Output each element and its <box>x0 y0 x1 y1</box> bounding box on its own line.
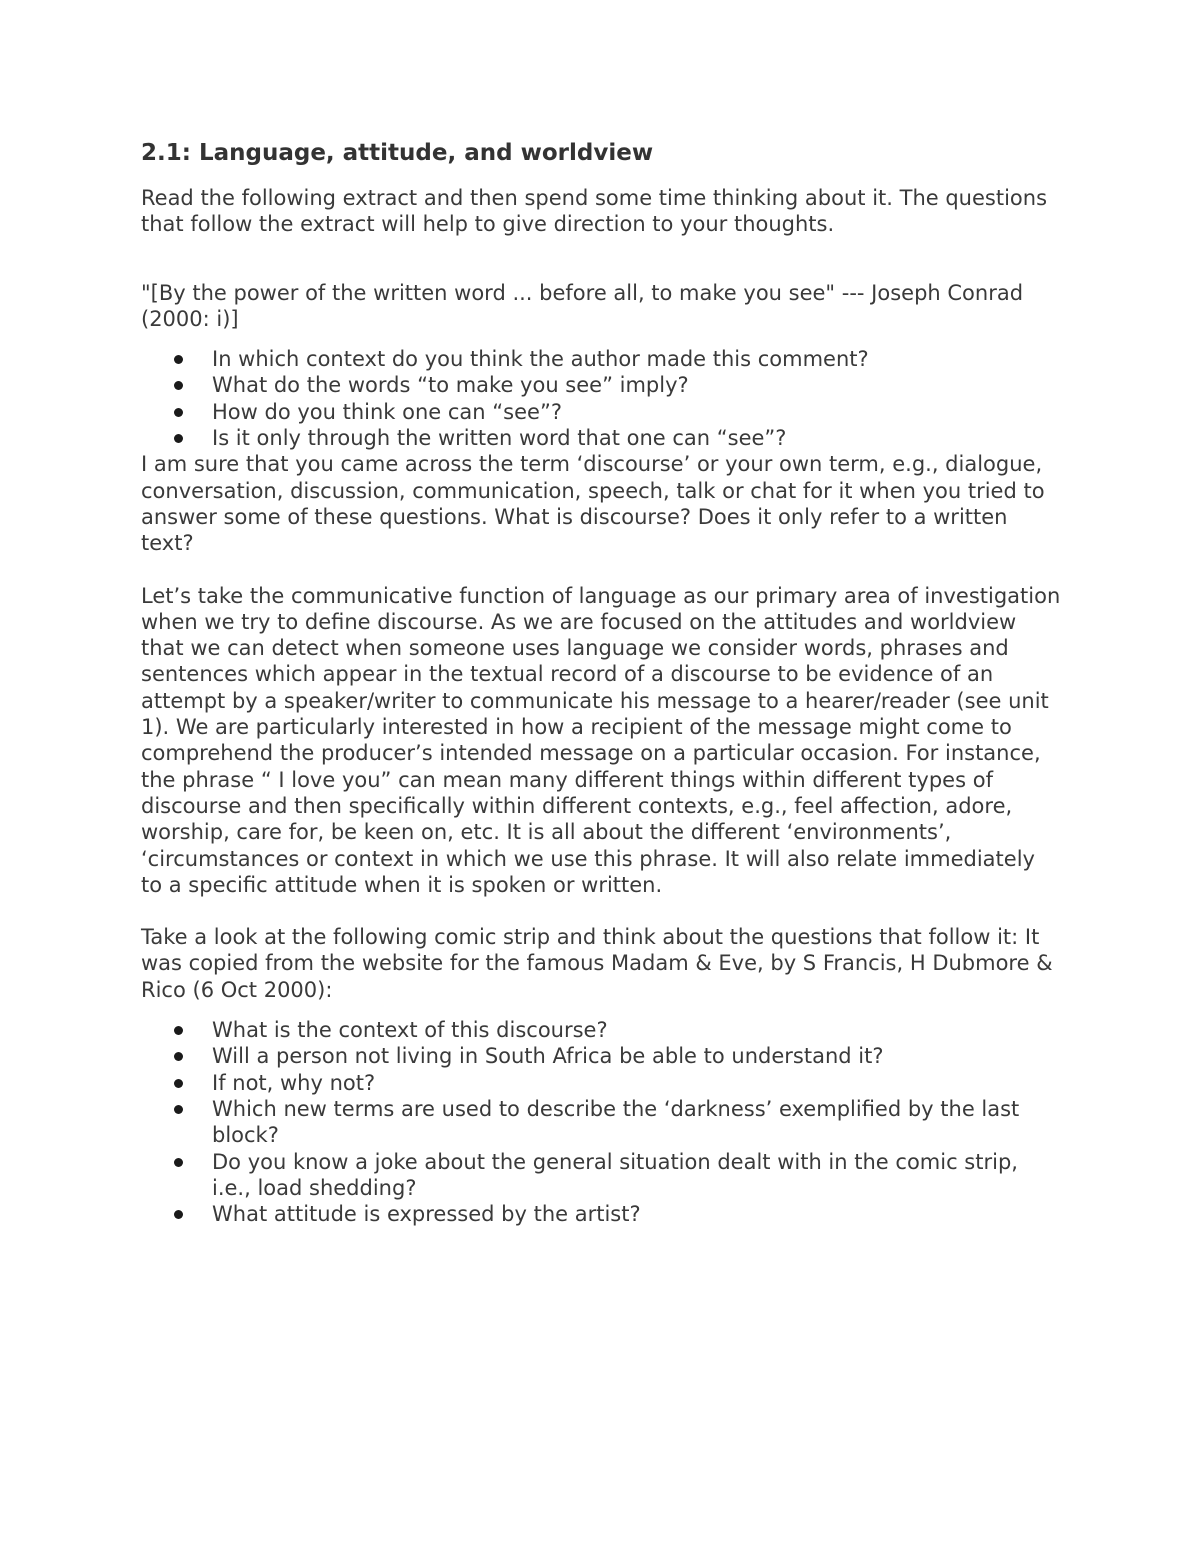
list-item <box>141 1043 1061 1069</box>
bullet-icon <box>174 381 183 390</box>
list-item-text: Which new terms are used to describe the ‘darkness’ exemplified by the last block? <box>212 1096 1020 1148</box>
list-item <box>141 1201 1061 1227</box>
bullet-icon <box>174 1052 183 1061</box>
list-item <box>141 1096 1061 1149</box>
list-item <box>141 399 1061 425</box>
list-item <box>141 1070 1061 1096</box>
list-item <box>141 1017 1061 1043</box>
list-item-text: What is the context of this discourse? <box>212 1018 608 1043</box>
discourse-paragraph: I am sure that you came across the term ‘discourse’ or your own term, e.g., dialogue, conversation, discussion, communication, speech, talk or chat for it when you tried to answer some of these questions. What is discourse? Does it only refer to a written text? <box>141 452 1045 556</box>
bullet-icon <box>174 1105 183 1114</box>
list-item <box>141 1149 1061 1202</box>
list-item-text: In which context do you think the author made this comment? <box>212 347 869 372</box>
communicative-function-paragraph: Let’s take the communicative function of language as our primary area of investigation when we try to define discourse. As we are focused on the attitudes and worldview that we can detect when someone uses language we consider words, phrases and sentences which appear in the textual record of a discourse to be evidence of an attempt by a speaker/writer to communicate his message to a hearer/reader (see unit 1). We are particularly interested in how a recipient of the message might come to comprehend the producer’s intended message on a particular occasion. For instance, the phrase “ I love you” can mean many different things within different types of discourse and then specifically within different contexts, e.g., feel affection, adore, worship, care for, be keen on, etc. It is all about the different ‘environments’, ‘circumstances or context in which we use this phrase. It will also relate immediately to a specific attitude when it is spoken or written. <box>141 583 1061 897</box>
bullet-icon <box>174 434 183 443</box>
bullet-icon <box>174 1079 183 1088</box>
intro-paragraph: Read the following extract and then spend some time thinking about it. The questions that follow the extract will help to give direction to your thoughts. <box>141 186 1048 237</box>
list-item-text: How do you think one can “see”? <box>212 399 562 424</box>
document-page <box>141 138 1061 1227</box>
bullet-icon <box>174 355 183 364</box>
list-item-text: Will a person not living in South Africa be able to understand it? <box>212 1044 884 1069</box>
list-item-text: Do you know a joke about the general situation dealt with in the comic strip, i.e., load shedding? <box>212 1149 1018 1200</box>
list-item-text: What attitude is expressed by the artist? <box>212 1202 641 1227</box>
question-list-2 <box>141 1017 1061 1227</box>
comic-strip-paragraph: Take a look at the following comic strip and think about the questions that follow it: It was copied from the website for the famous Madam & Eve, by S Francis, H Dubmore & Rico (6 Oct 2000): <box>141 925 1053 1002</box>
list-item-text: If not, why not? <box>212 1070 376 1095</box>
bullet-icon <box>174 1210 183 1219</box>
list-item <box>141 372 1061 398</box>
bullet-icon <box>174 1158 183 1167</box>
conrad-quote: "[By the power of the written word ... before all, to make you see" --- Joseph Conrad (2000: i)] <box>141 280 1024 331</box>
list-item <box>141 346 1061 372</box>
bullet-icon <box>174 408 183 417</box>
question-list-1 <box>141 346 1061 451</box>
list-item-text: Is it only through the written word that one can “see”? <box>212 426 787 451</box>
section-heading: 2.1: Language, attitude, and worldview <box>141 140 654 166</box>
list-item <box>141 425 1061 451</box>
list-item-text: What do the words “to make you see” imply? <box>212 373 689 398</box>
bullet-icon <box>174 1026 183 1035</box>
